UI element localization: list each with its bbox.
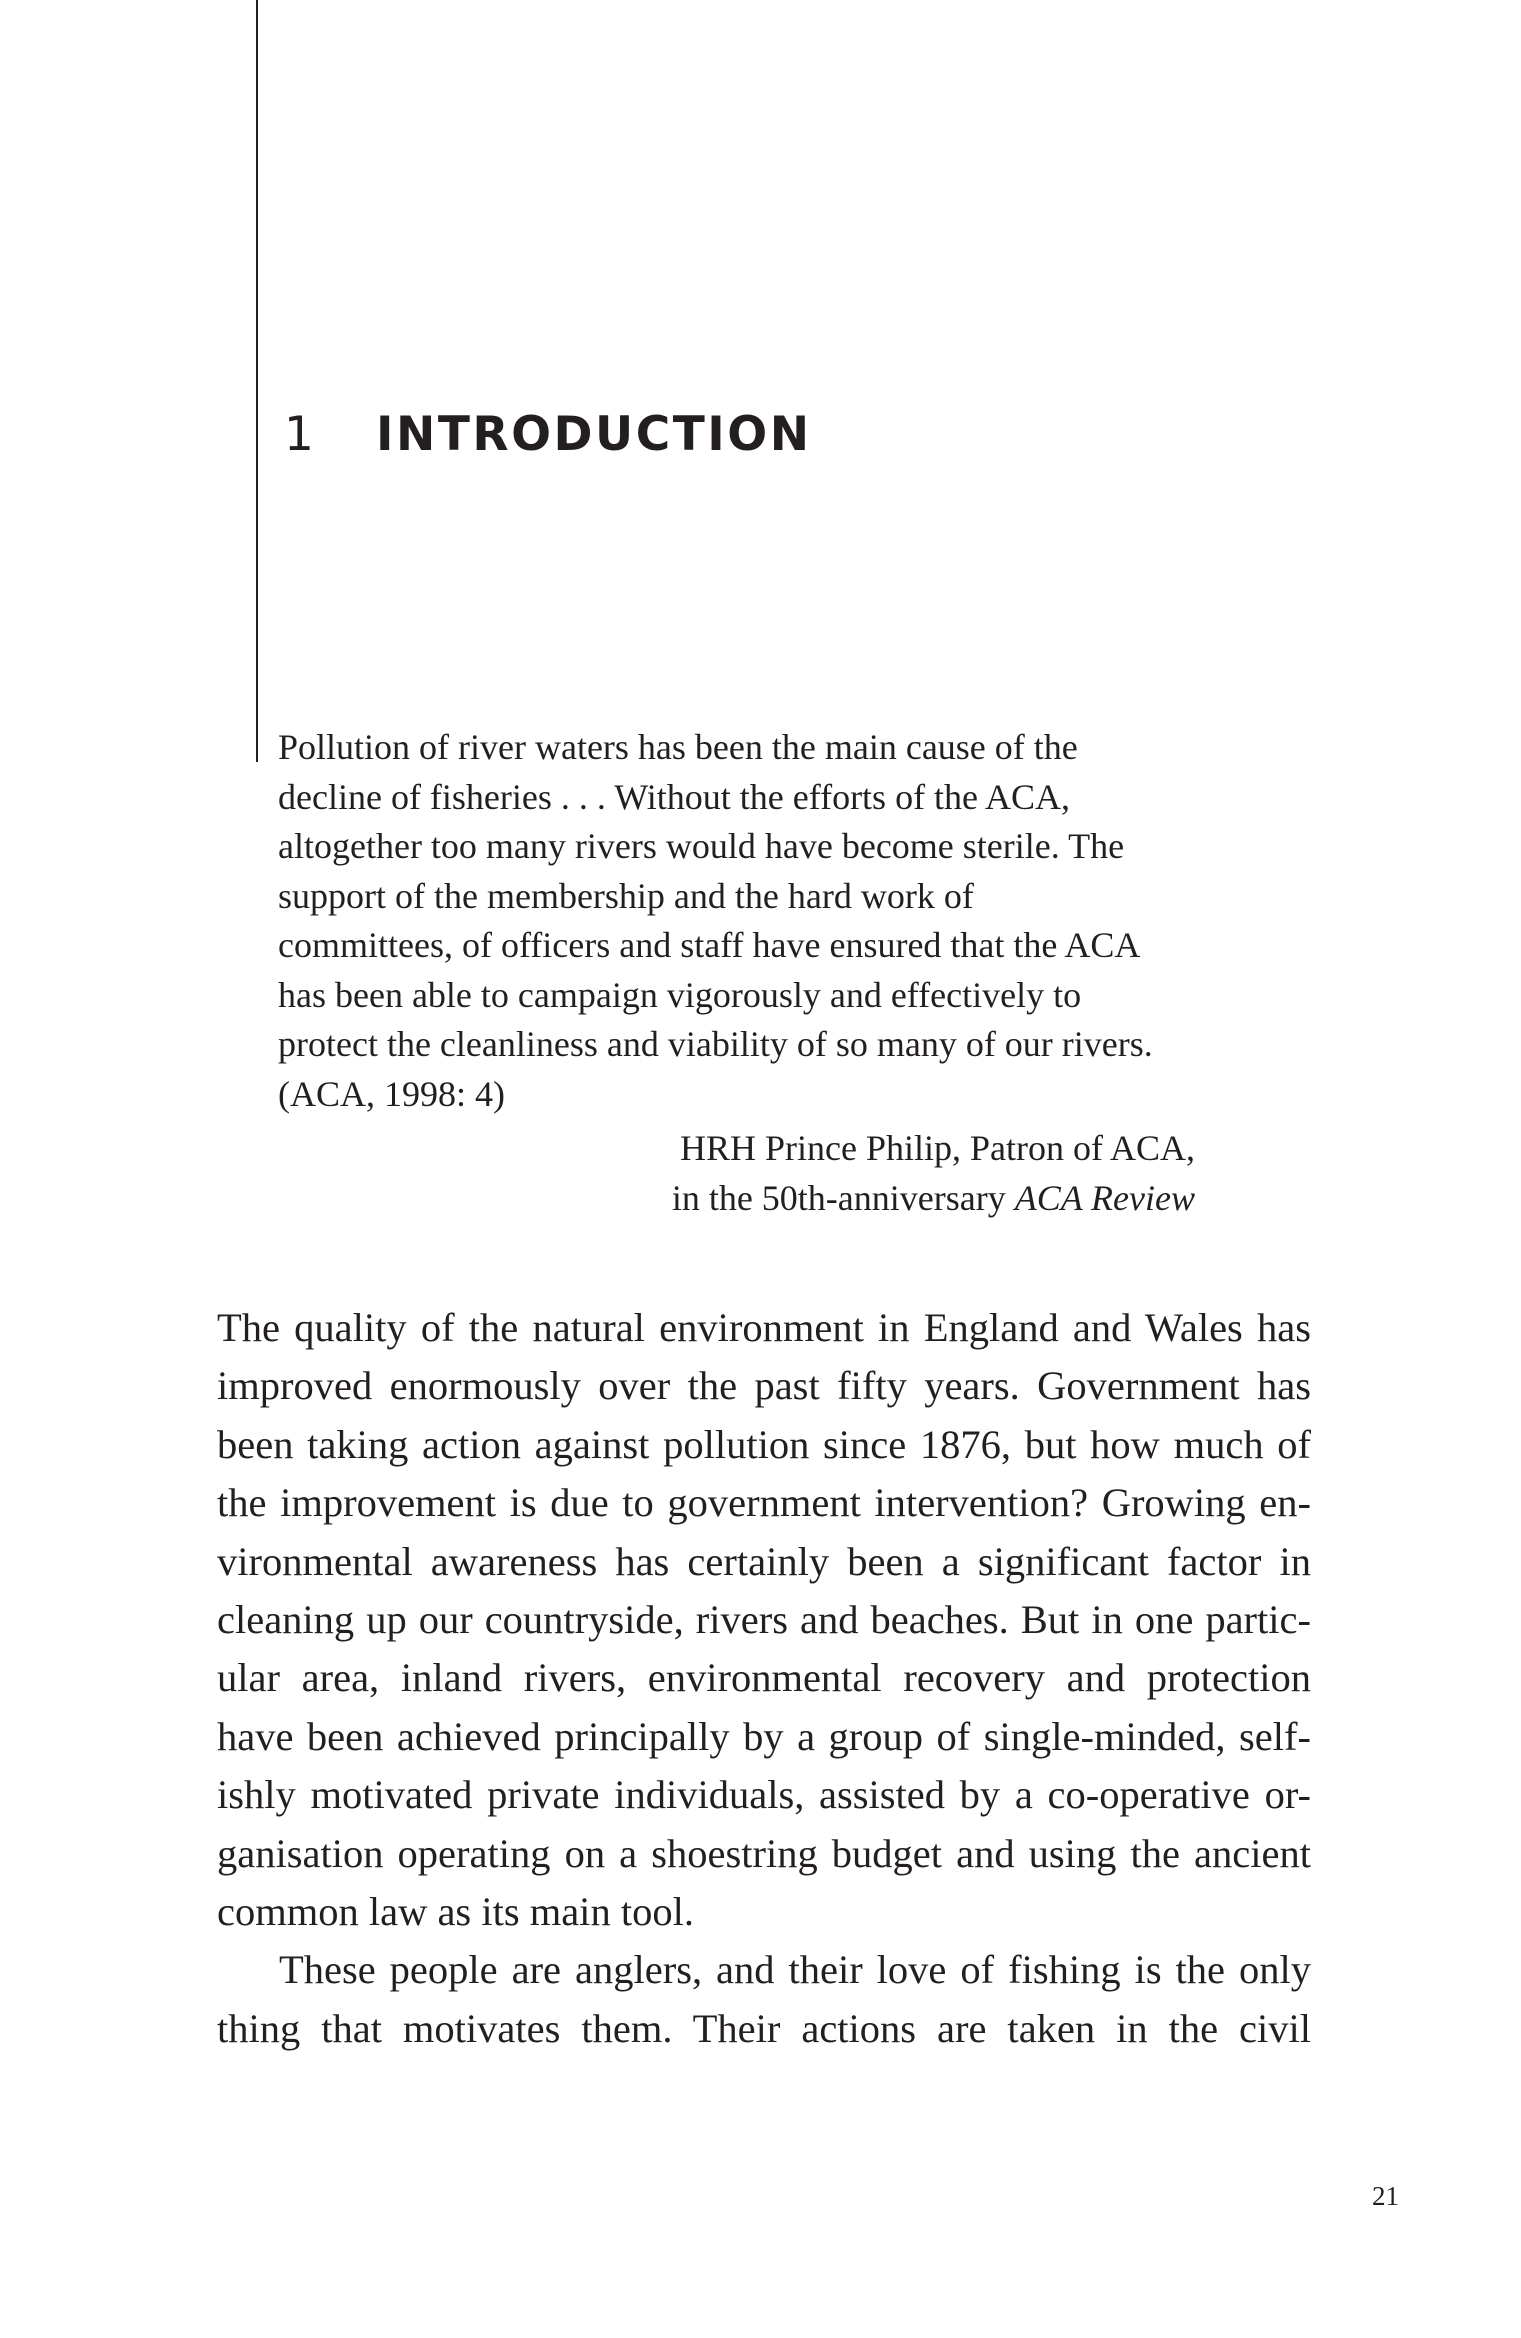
body-line: been taking action against pollution since 1876, but how much of: [217, 1421, 1311, 1467]
body-line: ishly motivated private individuals, assisted by a co-operative or-: [217, 1772, 1311, 1818]
chapter-number: 1: [284, 407, 314, 462]
margin-rule: [256, 0, 258, 762]
body-line: The quality of the natural environment in England and Wales has: [217, 1305, 1311, 1350]
page-number: 21: [1372, 2181, 1399, 2211]
attribution-prefix: in the 50th-anniversary: [671, 1177, 1015, 1218]
body-line: the improvement is due to government intervention? Growing en-: [217, 1480, 1311, 1526]
body-line: common law as its main tool.: [217, 1889, 694, 1935]
epigraph-attribution: [672, 1124, 1195, 1223]
epigraph-line: has been able to campaign vigorously and effectively to: [278, 974, 1082, 1015]
attribution-line: HRH Prince Philip, Patron of ACA,: [679, 1128, 1195, 1168]
body-line: These people are anglers, and their love of fishing is the only: [279, 1947, 1311, 1993]
epigraph-line: decline of fisheries . . . Without the efforts of the ACA,: [278, 776, 1071, 817]
body-line: improved enormously over the past fifty years. Government has: [217, 1363, 1311, 1409]
body-line: have been achieved principally by a group of single-minded, self-: [217, 1713, 1311, 1759]
publication-title: ACA Review: [1014, 1177, 1195, 1218]
epigraph-line: committees, of officers and staff have ensured that the ACA: [278, 925, 1141, 965]
chapter-heading: [284, 405, 812, 465]
body-line: cleaning up our countryside, rivers and beaches. But in one partic-: [217, 1597, 1311, 1643]
chapter-title: INTRODUCTION: [376, 407, 812, 462]
epigraph-line: protect the cleanliness and viability of so many of our rivers.: [278, 1024, 1153, 1064]
body-line: ganisation operating on a shoestring budget and using the ancient: [217, 1830, 1311, 1876]
attribution-line: [672, 1174, 1195, 1224]
body-text: [217, 1299, 1311, 2058]
body-line: thing that motivates them. Their actions are taken in the civil: [217, 2005, 1311, 2051]
body-line: ular area, inland rivers, environmental recovery and protection: [217, 1655, 1311, 1701]
epigraph-line: altogether too many rivers would have become sterile. The: [278, 826, 1125, 866]
paragraph: [217, 1299, 1311, 1941]
epigraph-line: Pollution of river waters has been the main cause of the: [278, 727, 1078, 767]
epigraph-line: support of the membership and the hard work of: [278, 875, 974, 916]
epigraph: [278, 723, 1248, 1119]
paragraph: [217, 1941, 1311, 2058]
body-line: vironmental awareness has certainly been a significant factor in: [217, 1538, 1311, 1584]
epigraph-citation: (ACA, 1998: 4): [278, 1073, 505, 1114]
